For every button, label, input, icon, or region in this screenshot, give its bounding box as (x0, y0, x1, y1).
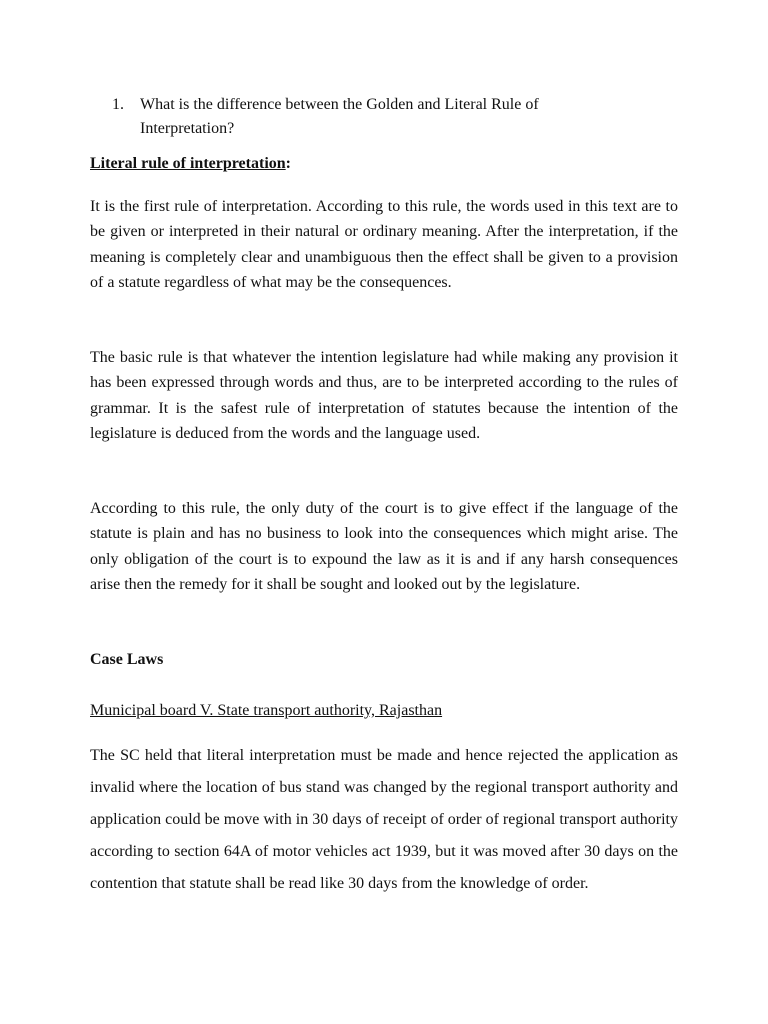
literal-rule-heading (90, 154, 291, 174)
question-text: What is the difference between the Golden and Literal Rule of Interpretation? (140, 96, 539, 137)
question-item (112, 93, 632, 141)
paragraph-basic-rule: The basic rule is that whatever the intention legislature had while making any provision it has been expressed through words and thus, are to be interpreted according to the rules of grammar. It is the safest rule of interpretation of statutes because the intention of the legislature is deduced from the words and the language used. (90, 349, 678, 442)
literal-rule-heading-colon: : (285, 155, 291, 172)
case-title: Municipal board V. State transport authority, Rajasthan (90, 702, 443, 719)
case-laws-heading: Case Laws (90, 651, 164, 668)
literal-rule-heading-label: Literal rule of interpretation (90, 155, 286, 172)
paragraph-court-duty: According to this rule, the only duty of the court is to give effect if the language of the statute is plain and has no business to look into the consequences which might arise. The only obligation of the court is to expound the law as it is and if any harsh consequences arise then the remedy for it shall be sought and looked out by the legislature. (90, 500, 678, 593)
case-body: The SC held that literal interpretation must be made and hence rejected the application as invalid where the location of bus stand was changed by the regional transport authority and application could be move with in 30 days of receipt of order of regional transport authority according to section 64A of motor vehicles act 1939, but it was moved after 30 days on the contention that statute shall be read like 30 days from the knowledge of order. (90, 747, 678, 892)
question-number: 1. (112, 96, 124, 113)
paragraph-first-rule: It is the first rule of interpretation. According to this rule, the words used in this text are to be given or interpreted in their natural or ordinary meaning. After the interpretation, if the meaning is completely clear and unambiguous then the effect shall be given to a provision of a statute regardless of what may be the consequences. (90, 198, 678, 291)
